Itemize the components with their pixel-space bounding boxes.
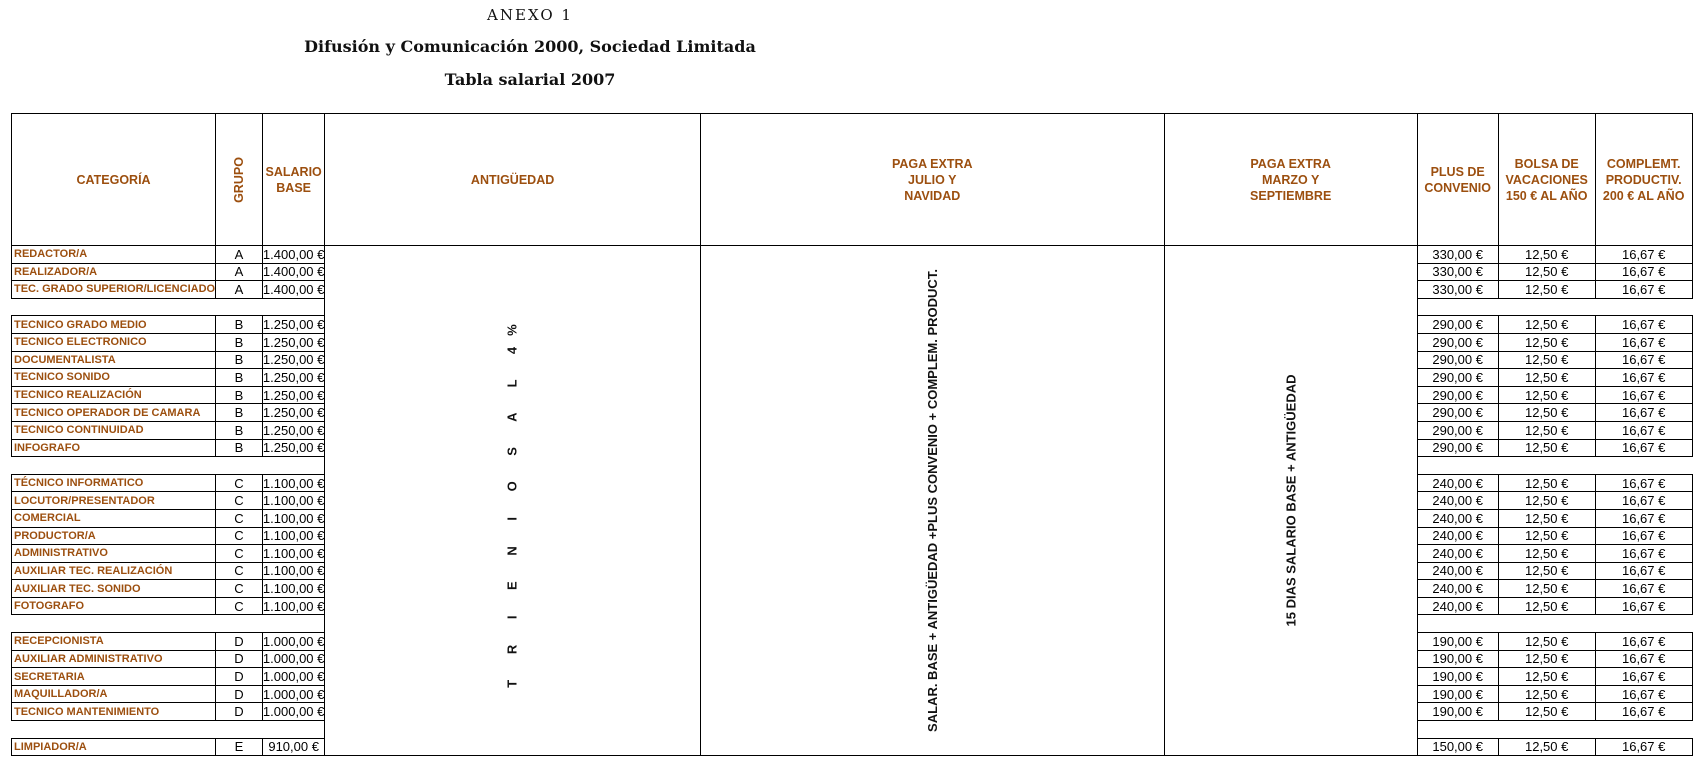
group-cell: D xyxy=(216,685,263,703)
bolsa-vacaciones-cell: 12,50 € xyxy=(1498,633,1595,651)
plus-convenio-cell: 190,00 € xyxy=(1417,633,1498,651)
bolsa-vacaciones-cell: 12,50 € xyxy=(1498,562,1595,580)
group-cell: A xyxy=(216,246,263,264)
base-salary-cell: 1.250,00 € xyxy=(262,334,325,350)
spacer-cell xyxy=(262,298,324,316)
base-salary-cell: 1.000,00 € xyxy=(262,669,325,685)
base-salary-cell: 1.250,00 € xyxy=(262,422,325,438)
group-cell: B xyxy=(216,369,263,387)
plus-convenio-cell: 240,00 € xyxy=(1417,545,1498,563)
plus-convenio-cell: 290,00 € xyxy=(1417,351,1498,369)
bolsa-vacaciones-cell: 12,50 € xyxy=(1498,650,1595,668)
category-cell: TECNICO ELECTRONICO xyxy=(12,333,216,351)
group-cell: B xyxy=(216,316,263,334)
plus-convenio-cell: 290,00 € xyxy=(1417,369,1498,387)
bolsa-vacaciones-cell: 12,50 € xyxy=(1498,668,1595,686)
group-cell: B xyxy=(216,351,263,369)
bolsa-vacaciones-cell: 12,50 € xyxy=(1498,685,1595,703)
category-cell: RECEPCIONISTA xyxy=(12,633,216,651)
complemento-cell: 16,67 € xyxy=(1595,281,1692,299)
category-cell: TECNICO OPERADOR DE CAMARA xyxy=(12,404,216,422)
category-cell: REALIZADOR/A xyxy=(12,263,216,281)
annex-label: ANEXO 1 xyxy=(487,6,573,24)
group-cell: C xyxy=(216,545,263,563)
header-categoria: CATEGORÍA xyxy=(12,114,216,246)
group-cell: B xyxy=(216,404,263,422)
spacer-cell xyxy=(12,457,216,475)
spacer-cell xyxy=(1595,457,1692,475)
base-salary-cell: 910,00 € xyxy=(262,738,324,756)
group-cell: C xyxy=(216,580,263,598)
base-salary-cell: 1.000,00 € xyxy=(262,633,325,649)
complemento-cell: 16,67 € xyxy=(1595,351,1692,369)
plus-convenio-cell: 290,00 € xyxy=(1417,439,1498,457)
base-salary-cell: 1.100,00 € xyxy=(262,563,325,579)
group-cell: C xyxy=(216,562,263,580)
bolsa-vacaciones-cell: 12,50 € xyxy=(1498,386,1595,404)
group-cell: C xyxy=(216,474,263,492)
group-cell: D xyxy=(216,633,263,651)
header-paga-julio: PAGA EXTRA JULIO Y NAVIDAD xyxy=(700,114,1164,246)
bolsa-vacaciones-cell: 12,50 € xyxy=(1498,246,1595,264)
base-salary-cell: 1.100,00 € xyxy=(262,510,325,526)
complemento-cell: 16,67 € xyxy=(1595,650,1692,668)
category-cell: REDACTOR/A xyxy=(12,246,216,264)
category-cell: COMERCIAL xyxy=(12,509,216,527)
spacer-cell xyxy=(1417,298,1498,316)
bolsa-vacaciones-cell: 12,50 € xyxy=(1498,703,1595,721)
header-row xyxy=(12,114,1693,246)
trienios-note-text: T R I E N I O S A L 4% xyxy=(505,312,521,688)
group-cell: D xyxy=(216,650,263,668)
plus-convenio-cell: 290,00 € xyxy=(1417,404,1498,422)
spacer-cell xyxy=(216,298,263,316)
group-cell: B xyxy=(216,386,263,404)
base-salary-cell: 1.100,00 € xyxy=(262,475,325,491)
plus-convenio-cell: 240,00 € xyxy=(1417,527,1498,545)
base-salary-cell: 1.250,00 € xyxy=(262,387,325,403)
spacer-cell xyxy=(12,615,216,633)
spacer-cell xyxy=(1498,298,1595,316)
plus-convenio-cell: 190,00 € xyxy=(1417,703,1498,721)
base-salary-cell: 1.400,00 € xyxy=(262,281,325,297)
bolsa-vacaciones-cell: 12,50 € xyxy=(1498,492,1595,510)
complemento-cell: 16,67 € xyxy=(1595,404,1692,422)
plus-convenio-cell: 330,00 € xyxy=(1417,246,1498,264)
plus-convenio-cell: 240,00 € xyxy=(1417,580,1498,598)
complemento-cell: 16,67 € xyxy=(1595,509,1692,527)
complemento-cell: 16,67 € xyxy=(1595,439,1692,457)
header-grupo: GRUPO xyxy=(216,114,263,246)
base-salary-cell: 1.100,00 € xyxy=(262,493,325,509)
category-cell: TECNICO GRADO MEDIO xyxy=(12,316,216,334)
spacer-cell xyxy=(1417,721,1498,739)
spacer-cell xyxy=(262,457,324,475)
company-name: Difusión y Comunicación 2000, Sociedad Limitada xyxy=(304,37,756,56)
spacer-cell xyxy=(1595,721,1692,739)
complemento-cell: 16,67 € xyxy=(1595,527,1692,545)
group-cell: C xyxy=(216,492,263,510)
complemento-cell: 16,67 € xyxy=(1595,685,1692,703)
header-paga-marzo: PAGA EXTRA MARZO Y SEPTIEMBRE xyxy=(1164,114,1417,246)
category-cell: TECNICO MANTENIMIENTO xyxy=(12,703,216,721)
bolsa-vacaciones-cell: 12,50 € xyxy=(1498,404,1595,422)
category-cell: TEC. GRADO SUPERIOR/LICENCIADO xyxy=(12,281,216,299)
complemento-cell: 16,67 € xyxy=(1595,316,1692,334)
header-antiguedad: ANTIGÜEDAD xyxy=(325,114,700,246)
category-cell: TECNICO CONTINUIDAD xyxy=(12,421,216,439)
base-salary-cell: 1.100,00 € xyxy=(262,581,325,597)
paga-marzo-note xyxy=(1164,246,1417,756)
plus-convenio-cell: 290,00 € xyxy=(1417,316,1498,334)
base-salary-cell: 1.100,00 € xyxy=(262,545,325,561)
complemento-cell: 16,67 € xyxy=(1595,738,1692,756)
base-salary-cell: 1.250,00 € xyxy=(262,405,325,421)
complemento-cell: 16,67 € xyxy=(1595,703,1692,721)
plus-convenio-cell: 190,00 € xyxy=(1417,650,1498,668)
category-cell: AUXILIAR TEC. SONIDO xyxy=(12,580,216,598)
header-complemento: COMPLEMT. PRODUCTIV. 200 € AL AÑO xyxy=(1595,114,1692,246)
group-cell: B xyxy=(216,439,263,457)
complemento-cell: 16,67 € xyxy=(1595,562,1692,580)
base-salary-cell: 1.400,00 € xyxy=(262,246,325,262)
group-cell: C xyxy=(216,527,263,545)
category-cell: DOCUMENTALISTA xyxy=(12,351,216,369)
category-cell: LIMPIADOR/A xyxy=(12,738,216,756)
bolsa-vacaciones-cell: 12,50 € xyxy=(1498,474,1595,492)
spacer-cell xyxy=(262,721,324,739)
base-salary-cell: 1.250,00 € xyxy=(262,352,325,368)
plus-convenio-cell: 240,00 € xyxy=(1417,474,1498,492)
base-salary-cell: 1.100,00 € xyxy=(262,598,325,614)
spacer-cell xyxy=(216,615,263,633)
paga-marzo-note-text: 15 DIAS SALARIO BASE + ANTIGÜEDAD xyxy=(1283,374,1299,627)
category-cell: LOCUTOR/PRESENTADOR xyxy=(12,492,216,510)
spacer-cell xyxy=(1417,457,1498,475)
group-cell: B xyxy=(216,333,263,351)
category-cell: AUXILIAR ADMINISTRATIVO xyxy=(12,650,216,668)
complemento-cell: 16,67 € xyxy=(1595,580,1692,598)
category-cell: FOTOGRAFO xyxy=(12,597,216,615)
category-cell: INFOGRAFO xyxy=(12,439,216,457)
complemento-cell: 16,67 € xyxy=(1595,597,1692,615)
base-salary-cell: 1.000,00 € xyxy=(262,704,325,720)
category-cell: TÉCNICO INFORMATICO xyxy=(12,474,216,492)
plus-convenio-cell: 190,00 € xyxy=(1417,685,1498,703)
complemento-cell: 16,67 € xyxy=(1595,668,1692,686)
plus-convenio-cell: 290,00 € xyxy=(1417,333,1498,351)
plus-convenio-cell: 290,00 € xyxy=(1417,386,1498,404)
complemento-cell: 16,67 € xyxy=(1595,421,1692,439)
bolsa-vacaciones-cell: 12,50 € xyxy=(1498,351,1595,369)
complemento-cell: 16,67 € xyxy=(1595,369,1692,387)
spacer-cell xyxy=(12,721,216,739)
complemento-cell: 16,67 € xyxy=(1595,333,1692,351)
plus-convenio-cell: 330,00 € xyxy=(1417,263,1498,281)
complemento-cell: 16,67 € xyxy=(1595,633,1692,651)
category-cell: AUXILIAR TEC. REALIZACIÓN xyxy=(12,562,216,580)
category-cell: PRODUCTOR/A xyxy=(12,527,216,545)
complemento-cell: 16,67 € xyxy=(1595,545,1692,563)
category-cell: TECNICO REALIZACIÓN xyxy=(12,386,216,404)
bolsa-vacaciones-cell: 12,50 € xyxy=(1498,333,1595,351)
base-salary-cell: 1.250,00 € xyxy=(262,369,325,385)
bolsa-vacaciones-cell: 12,50 € xyxy=(1498,597,1595,615)
category-cell: SECRETARIA xyxy=(12,668,216,686)
complemento-cell: 16,67 € xyxy=(1595,474,1692,492)
paga-julio-note xyxy=(700,246,1164,756)
bolsa-vacaciones-cell: 12,50 € xyxy=(1498,738,1595,756)
bolsa-vacaciones-cell: 12,50 € xyxy=(1498,527,1595,545)
complemento-cell: 16,67 € xyxy=(1595,492,1692,510)
header-bolsa-vacaciones: BOLSA DE VACACIONES 150 € AL AÑO xyxy=(1498,114,1595,246)
spacer-cell xyxy=(1595,298,1692,316)
group-cell: D xyxy=(216,703,263,721)
group-cell: C xyxy=(216,509,263,527)
plus-convenio-cell: 330,00 € xyxy=(1417,281,1498,299)
salary-table xyxy=(11,113,1693,756)
complemento-cell: 16,67 € xyxy=(1595,263,1692,281)
group-cell: C xyxy=(216,597,263,615)
base-salary-cell: 1.000,00 € xyxy=(262,686,325,702)
group-cell: D xyxy=(216,668,263,686)
header-plus-convenio: PLUS DE CONVENIO xyxy=(1417,114,1498,246)
base-salary-cell: 1.250,00 € xyxy=(262,317,325,333)
spacer-cell xyxy=(262,615,324,633)
paga-julio-note-text: SALAR. BASE + ANTIGÜEDAD +PLUS CONVENIO + COMPLEM. PRODUCT. xyxy=(924,268,940,732)
group-cell: E xyxy=(216,738,263,756)
spacer-cell xyxy=(216,457,263,475)
plus-convenio-cell: 190,00 € xyxy=(1417,668,1498,686)
trienios-note xyxy=(325,246,700,756)
bolsa-vacaciones-cell: 12,50 € xyxy=(1498,545,1595,563)
complemento-cell: 16,67 € xyxy=(1595,386,1692,404)
category-cell: MAQUILLADOR/A xyxy=(12,685,216,703)
plus-convenio-cell: 150,00 € xyxy=(1417,738,1498,756)
spacer-cell xyxy=(12,298,216,316)
plus-convenio-cell: 290,00 € xyxy=(1417,421,1498,439)
category-cell: TECNICO SONIDO xyxy=(12,369,216,387)
spacer-cell xyxy=(1498,721,1595,739)
spacer-cell xyxy=(1498,615,1595,633)
base-salary-cell: 1.250,00 € xyxy=(262,440,325,456)
bolsa-vacaciones-cell: 12,50 € xyxy=(1498,281,1595,299)
header-salario-base: SALARIO BASE xyxy=(262,114,324,246)
category-cell: ADMINISTRATIVO xyxy=(12,545,216,563)
table-row xyxy=(12,246,1693,264)
spacer-cell xyxy=(1498,457,1595,475)
spacer-cell xyxy=(1417,615,1498,633)
bolsa-vacaciones-cell: 12,50 € xyxy=(1498,316,1595,334)
plus-convenio-cell: 240,00 € xyxy=(1417,509,1498,527)
plus-convenio-cell: 240,00 € xyxy=(1417,492,1498,510)
bolsa-vacaciones-cell: 12,50 € xyxy=(1498,369,1595,387)
base-salary-cell: 1.100,00 € xyxy=(262,528,325,544)
plus-convenio-cell: 240,00 € xyxy=(1417,562,1498,580)
spacer-cell xyxy=(1595,615,1692,633)
bolsa-vacaciones-cell: 12,50 € xyxy=(1498,580,1595,598)
complemento-cell: 16,67 € xyxy=(1595,246,1692,264)
bolsa-vacaciones-cell: 12,50 € xyxy=(1498,439,1595,457)
plus-convenio-cell: 240,00 € xyxy=(1417,597,1498,615)
group-cell: A xyxy=(216,263,263,281)
bolsa-vacaciones-cell: 12,50 € xyxy=(1498,421,1595,439)
table-title: Tabla salarial 2007 xyxy=(444,70,616,89)
group-cell: B xyxy=(216,421,263,439)
bolsa-vacaciones-cell: 12,50 € xyxy=(1498,263,1595,281)
base-salary-cell: 1.400,00 € xyxy=(262,264,325,280)
base-salary-cell: 1.000,00 € xyxy=(262,651,325,667)
group-cell: A xyxy=(216,281,263,299)
bolsa-vacaciones-cell: 12,50 € xyxy=(1498,509,1595,527)
spacer-cell xyxy=(216,721,263,739)
